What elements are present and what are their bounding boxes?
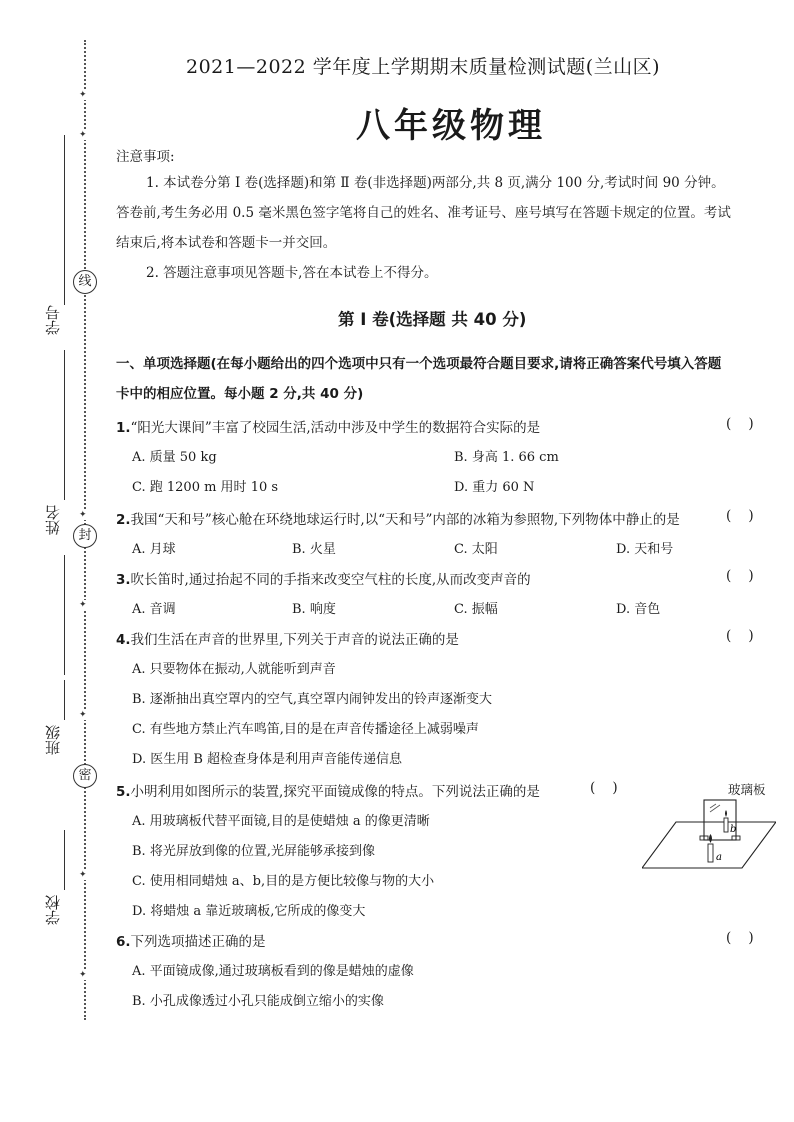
option-a: A. 音调 bbox=[132, 602, 176, 617]
seal-seal-char: 封 bbox=[73, 524, 97, 548]
notice-item-2: 2. 答题注意事项见答题卡,答在本试卷上不得分。 bbox=[146, 265, 438, 281]
option-a: A. 月球 bbox=[132, 542, 176, 557]
question-2 bbox=[116, 508, 680, 528]
name-field[interactable] bbox=[38, 350, 74, 575]
field-underline bbox=[64, 680, 65, 720]
question-stem: 下列选项描述正确的是 bbox=[130, 934, 266, 950]
section-title: 第 Ⅰ 卷(选择题 共 40 分) bbox=[338, 310, 527, 329]
answer-blank[interactable]: ( ) bbox=[726, 628, 754, 644]
exam-title: 2021—2022 学年度上学期期末质量检测试题(兰山区) bbox=[186, 56, 661, 78]
option-d: D. 将蜡烛 a 靠近玻璃板,它所成的像变大 bbox=[132, 904, 366, 919]
option-b: B. 将光屏放到像的位置,光屏能够承接到像 bbox=[132, 844, 375, 859]
question-number: 4. bbox=[116, 632, 131, 648]
answer-blank[interactable]: ( ) bbox=[726, 416, 754, 432]
answer-blank[interactable]: ( ) bbox=[726, 930, 754, 946]
name-label: 姓名 bbox=[44, 505, 62, 535]
field-underline bbox=[64, 830, 65, 890]
option-c: C. 有些地方禁止汽车鸣笛,目的是在声音传播途径上减弱噪声 bbox=[132, 722, 479, 737]
option-c: C. 使用相同蜡烛 a、b,目的是方便比较像与物的大小 bbox=[132, 874, 435, 889]
option-a: A. 用玻璃板代替平面镜,目的是使蜡烛 a 的像更清晰 bbox=[132, 814, 430, 829]
seal-secret-char: 密 bbox=[73, 764, 97, 788]
notice-item-1-line-3: 结束后,将本试卷和答题卡一并交回。 bbox=[116, 235, 337, 251]
question-6 bbox=[116, 930, 266, 950]
school-field[interactable] bbox=[38, 830, 74, 980]
student-number-label: 学号 bbox=[44, 305, 62, 335]
option-d: D. 医生用 B 超检查身体是利用声音能传递信息 bbox=[132, 752, 403, 767]
option-a: A. 质量 50 kg bbox=[132, 450, 217, 465]
option-c: C. 太阳 bbox=[454, 542, 498, 557]
figure-label-glass-plate: 玻璃板 bbox=[728, 782, 766, 797]
question-stem: “阳光大课间”丰富了校园生活,活动中涉及中学生的数据符合实际的是 bbox=[130, 420, 541, 436]
question-1 bbox=[116, 416, 540, 436]
class-field[interactable] bbox=[38, 680, 74, 800]
question-stem: 吹长笛时,通过抬起不同的手指来改变空气柱的长度,从而改变声音的 bbox=[130, 572, 531, 588]
part-intro-line-1: 一、单项选择题(在每小题给出的四个选项中只有一个选项最符合题目要求,请将正确答案代号填入答题 bbox=[116, 356, 722, 372]
star-icon: ✦ bbox=[79, 970, 87, 980]
mirror-experiment-figure bbox=[642, 796, 776, 872]
candle-a-label: a bbox=[716, 852, 722, 863]
field-underline bbox=[64, 350, 65, 500]
question-stem: 我们生活在声音的世界里,下列关于声音的说法正确的是 bbox=[130, 632, 459, 648]
option-d: D. 音色 bbox=[616, 602, 661, 617]
candle-b-icon bbox=[724, 818, 728, 832]
answer-blank[interactable]: ( ) bbox=[590, 780, 618, 796]
option-b: B. 身高 1. 66 cm bbox=[454, 450, 559, 465]
field-underline bbox=[64, 555, 65, 675]
seal-line-char: 线 bbox=[73, 270, 97, 294]
candle-a-icon bbox=[708, 844, 713, 862]
option-d: D. 天和号 bbox=[616, 542, 674, 557]
option-b: B. 火星 bbox=[292, 542, 336, 557]
candle-b-label: b bbox=[730, 824, 737, 835]
option-b: B. 响度 bbox=[292, 602, 336, 617]
question-number: 6. bbox=[116, 934, 131, 950]
part-intro-line-2: 卡中的相应位置。每小题 2 分,共 40 分) bbox=[116, 386, 364, 402]
notice-item-1-line-2: 答卷前,考生务必用 0.5 毫米黑色签字笔将自己的姓名、准考证号、座号填写在答题卡规定的位置。考试 bbox=[116, 205, 731, 221]
question-number: 2. bbox=[116, 512, 131, 528]
school-label: 学校 bbox=[44, 895, 62, 925]
option-c: C. 振幅 bbox=[454, 602, 498, 617]
flame-icon bbox=[709, 834, 712, 843]
star-icon: ✦ bbox=[79, 870, 87, 880]
student-number-field[interactable] bbox=[38, 135, 74, 350]
option-a: A. 只要物体在振动,人就能听到声音 bbox=[132, 662, 336, 677]
question-5 bbox=[116, 780, 540, 800]
option-a: A. 平面镜成像,通过玻璃板看到的像是蜡烛的虚像 bbox=[132, 964, 414, 979]
field-underline bbox=[64, 135, 65, 305]
question-stem: 小明利用如图所示的装置,探究平面镜成像的特点。下列说法正确的是 bbox=[130, 784, 540, 800]
flame-icon bbox=[725, 810, 727, 817]
star-icon: ✦ bbox=[79, 600, 87, 610]
question-number: 3. bbox=[116, 572, 131, 588]
star-icon: ✦ bbox=[79, 510, 87, 520]
star-icon: ✦ bbox=[79, 710, 87, 720]
question-number: 1. bbox=[116, 420, 131, 436]
question-4 bbox=[116, 628, 459, 648]
question-number: 5. bbox=[116, 784, 131, 800]
notice-item-1-line-1: 1. 本试卷分第 Ⅰ 卷(选择题)和第 Ⅱ 卷(非选择题)两部分,共 8 页,满分 100 分,考试时间 90 分钟。 bbox=[146, 175, 725, 191]
option-b: B. 逐渐抽出真空罩内的空气,真空罩内闹钟发出的铃声逐渐变大 bbox=[132, 692, 492, 707]
star-icon: ✦ bbox=[79, 90, 87, 100]
option-c: C. 跑 1200 m 用时 10 s bbox=[132, 480, 279, 495]
question-3 bbox=[116, 568, 531, 588]
star-icon: ✦ bbox=[79, 130, 87, 140]
answer-blank[interactable]: ( ) bbox=[726, 508, 754, 524]
subject-title: 八年级物理 bbox=[356, 106, 546, 146]
notice-heading: 注意事项: bbox=[116, 149, 175, 165]
question-stem: 我国“天和号”核心舱在环绕地球运行时,以“天和号”内部的冰箱为参照物,下列物体中静止的是 bbox=[130, 512, 680, 528]
option-d: D. 重力 60 N bbox=[454, 480, 535, 495]
part-intro bbox=[116, 349, 776, 409]
binding-margin bbox=[0, 40, 110, 1020]
option-b: B. 小孔成像透过小孔只能成倒立缩小的实像 bbox=[132, 994, 384, 1009]
class-label: 班级 bbox=[44, 725, 62, 755]
answer-blank[interactable]: ( ) bbox=[726, 568, 754, 584]
